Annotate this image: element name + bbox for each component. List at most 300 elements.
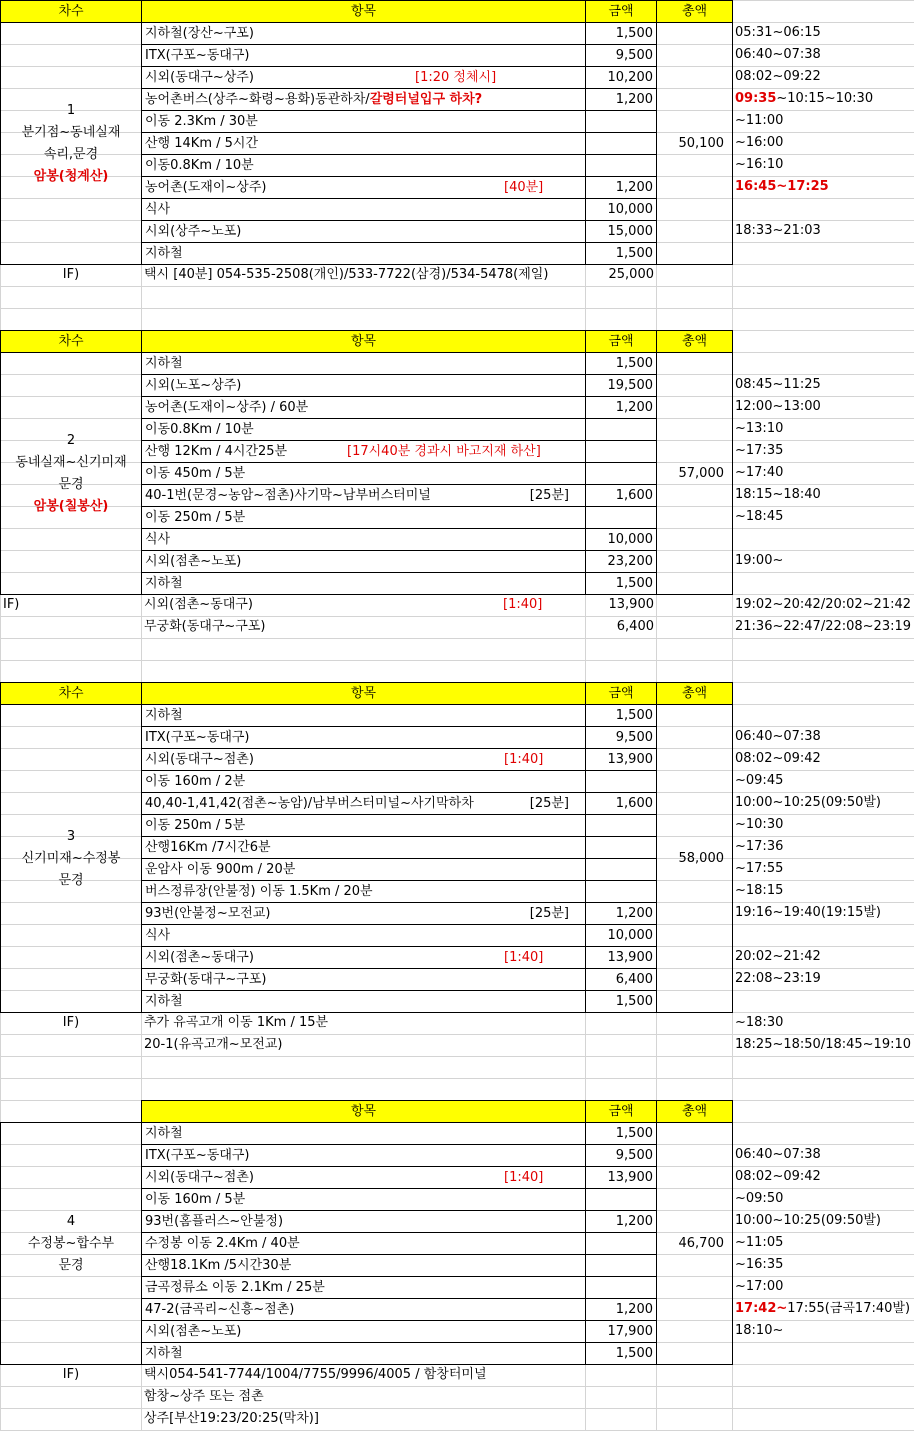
item-text: 이동0.8Km / 10분 xyxy=(145,158,254,173)
item-note: [1:40] xyxy=(504,1170,544,1185)
time-text: ~18:45 xyxy=(735,509,784,524)
if-item-text: 택시054-541-7744/1004/7755/9996/4005 / 함창터미널 xyxy=(144,1367,487,1382)
item-note: [25분] xyxy=(529,488,569,503)
item-text: 식사 xyxy=(145,532,171,547)
amount-value: 6,400 xyxy=(616,619,654,634)
time-cell xyxy=(732,572,914,595)
time-cell xyxy=(732,924,914,947)
if-time-cell xyxy=(732,1034,914,1057)
time-highlight: 17:42~ xyxy=(735,1301,788,1316)
gridline xyxy=(0,308,914,309)
time-cell xyxy=(732,418,914,441)
time-cell xyxy=(732,110,914,133)
time-cell xyxy=(732,836,914,859)
item-text: 시외(동대구~점촌) xyxy=(145,752,254,767)
time-cell xyxy=(732,484,914,507)
amount-cell xyxy=(585,506,657,529)
amount-cell xyxy=(585,1254,657,1277)
amount-value: 10,000 xyxy=(607,928,653,943)
amount-cell xyxy=(585,814,657,837)
item-cell xyxy=(141,528,586,551)
header-item: 항목 xyxy=(141,0,586,23)
amount-cell xyxy=(585,572,657,595)
time-cell xyxy=(732,352,914,375)
amount-value: 9,500 xyxy=(615,48,653,63)
item-text: 산행16Km /7시간6분 xyxy=(145,840,271,855)
time-cell xyxy=(732,792,914,815)
section-label-line: 4 xyxy=(66,1213,76,1229)
if-label-text: IF) xyxy=(3,597,20,612)
time-text: 12:00~13:00 xyxy=(735,399,821,414)
amount-value: 1,500 xyxy=(615,1126,653,1141)
time-cell xyxy=(732,748,914,771)
item-text: 40-1번(문경~농암~점촌)사기막~남부버스터미널 xyxy=(145,488,431,503)
item-cell xyxy=(141,88,586,111)
section-label-line: 문경 xyxy=(58,872,84,888)
time-cell xyxy=(732,1254,914,1277)
gridline xyxy=(0,660,914,661)
amount-cell xyxy=(585,748,657,771)
item-cell xyxy=(141,66,586,89)
item-note: [1:40] xyxy=(503,597,543,612)
amount-value: 1,600 xyxy=(615,796,653,811)
item-cell xyxy=(141,836,586,859)
item-text: ITX(구포~동대구) xyxy=(145,730,250,745)
time-cell xyxy=(732,176,914,199)
item-text: 이동 250m / 5분 xyxy=(145,818,246,833)
item-text: 지하철 xyxy=(145,994,183,1009)
amount-value: 13,900 xyxy=(607,752,653,767)
amount-value: 10,200 xyxy=(607,70,653,85)
time-text: 19:16~19:40(19:15발) xyxy=(735,905,881,920)
item-text: 산행18.1Km /5시간30분 xyxy=(145,1258,292,1273)
amount-value: 19,500 xyxy=(607,378,653,393)
amount-cell xyxy=(585,22,657,45)
time-text: 21:36~22:47/22:08~23:19 xyxy=(735,619,912,634)
item-cell xyxy=(141,44,586,67)
time-cell xyxy=(732,1210,914,1233)
item-cell xyxy=(141,858,586,881)
item-text: 시외(노포~상주) xyxy=(145,378,242,393)
amount-value: 1,500 xyxy=(615,246,653,261)
time-cell xyxy=(732,1188,914,1211)
item-cell xyxy=(141,110,586,133)
amount-cell xyxy=(585,462,657,485)
header-amount: 금액 xyxy=(585,682,657,705)
time-cell xyxy=(732,858,914,881)
item-note: [25분] xyxy=(529,796,569,811)
item-cell xyxy=(141,770,586,793)
amount-cell xyxy=(585,880,657,903)
if-item-cell xyxy=(141,1386,586,1409)
item-cell xyxy=(141,462,586,485)
section-total xyxy=(656,22,733,265)
section-total-value: 46,700 xyxy=(678,1235,724,1251)
item-cell xyxy=(141,1122,586,1145)
amount-cell xyxy=(585,154,657,177)
amount-value: 10,000 xyxy=(607,202,653,217)
time-text: 19:00~ xyxy=(735,553,784,568)
item-note: [1:20 정체시] xyxy=(415,70,497,85)
item-cell xyxy=(141,1276,586,1299)
time-text: 10:00~10:25(09:50발) xyxy=(735,795,881,810)
time-cell xyxy=(732,1320,914,1343)
item-note: [17시40분 경과시 바고지재 하산] xyxy=(347,444,541,459)
header-item: 항목 xyxy=(141,330,586,353)
header-item: 항목 xyxy=(141,682,586,705)
if-label xyxy=(0,1012,142,1035)
item-text: ITX(구포~동대구) xyxy=(145,48,250,63)
section-label-line: 동네실재~신기미재 xyxy=(15,454,127,470)
amount-cell xyxy=(585,374,657,397)
item-cell xyxy=(141,990,586,1013)
item-text: 93번(홈플러스~안불정) xyxy=(145,1214,284,1229)
time-cell xyxy=(732,440,914,463)
item-text: 버스정류장(안불정) 이동 1.5Km / 20분 xyxy=(145,884,373,899)
item-cell xyxy=(141,946,586,969)
amount-value: 23,200 xyxy=(607,554,653,569)
time-text: 08:02~09:42 xyxy=(735,1169,821,1184)
time-cell xyxy=(732,726,914,749)
item-cell xyxy=(141,198,586,221)
if-amount-cell xyxy=(585,616,657,639)
amount-value: 1,200 xyxy=(615,1214,653,1229)
amount-cell xyxy=(585,1122,657,1145)
amount-cell xyxy=(585,198,657,221)
time-cell xyxy=(732,1232,914,1255)
amount-value: 13,900 xyxy=(607,950,653,965)
item-cell xyxy=(141,814,586,837)
item-cell xyxy=(141,506,586,529)
time-cell xyxy=(732,462,914,485)
if-item-cell xyxy=(141,1364,586,1387)
if-item-text: 택시 [40분] 054-535-2508(개인)/533-7722(삼경)/534-5478(제일) xyxy=(144,267,549,282)
time-cell xyxy=(732,880,914,903)
item-text: ITX(구포~동대구) xyxy=(145,1148,250,1163)
if-item-text: 상주[부산19:23/20:25(막차)] xyxy=(144,1411,319,1426)
item-cell xyxy=(141,748,586,771)
time-cell xyxy=(732,396,914,419)
time-text: ~10:30 xyxy=(735,817,784,832)
time-text: ~13:10 xyxy=(735,421,784,436)
time-text: 06:40~07:38 xyxy=(735,47,821,62)
amount-cell xyxy=(585,132,657,155)
amount-cell xyxy=(585,704,657,727)
section-label-line: 수정봉~합수부 xyxy=(27,1235,115,1251)
if-time-cell xyxy=(732,616,914,639)
amount-cell xyxy=(585,902,657,925)
amount-cell xyxy=(585,484,657,507)
time-text: ~09:50 xyxy=(735,1191,784,1206)
time-cell xyxy=(732,22,914,45)
amount-cell xyxy=(585,1342,657,1365)
if-time-cell xyxy=(732,1012,914,1035)
item-cell xyxy=(141,374,586,397)
section-label xyxy=(0,22,142,265)
time-text: ~10:15~10:30 xyxy=(776,91,874,106)
time-text: 18:15~18:40 xyxy=(735,487,821,502)
header-item: 항목 xyxy=(141,1100,586,1123)
item-note: [1:40] xyxy=(504,950,544,965)
item-cell xyxy=(141,1298,586,1321)
if-item-text: 시외(점촌~동대구) xyxy=(144,597,253,612)
time-cell xyxy=(732,946,914,969)
item-cell xyxy=(141,1320,586,1343)
item-cell xyxy=(141,1144,586,1167)
header-amount: 금액 xyxy=(585,0,657,23)
item-text: 농어촌(도재이~상주) / 60분 xyxy=(145,400,309,415)
amount-cell xyxy=(585,66,657,89)
item-cell xyxy=(141,396,586,419)
time-text: ~17:36 xyxy=(735,839,784,854)
amount-cell xyxy=(585,440,657,463)
item-cell xyxy=(141,880,586,903)
amount-cell xyxy=(585,924,657,947)
item-cell xyxy=(141,726,586,749)
time-text: 08:45~11:25 xyxy=(735,377,821,392)
time-cell xyxy=(732,44,914,67)
time-text: 18:33~21:03 xyxy=(735,223,821,238)
header-cha: 차수 xyxy=(0,0,142,23)
amount-cell xyxy=(585,968,657,991)
item-text: 운암사 이동 900m / 20분 xyxy=(145,862,296,877)
amount-cell xyxy=(585,792,657,815)
item-text: 이동 160m / 2분 xyxy=(145,774,246,789)
time-cell xyxy=(732,220,914,243)
item-text: 산행 12Km / 4시간25분 xyxy=(145,444,288,459)
time-cell xyxy=(732,704,914,727)
section-label-line: 문경 xyxy=(58,1257,84,1273)
item-text: 시외(점촌~노포) xyxy=(145,1324,242,1339)
time-text: 19:02~20:42/20:02~21:42 xyxy=(735,597,912,612)
item-text: 수정봉 이동 2.4Km / 40분 xyxy=(145,1236,300,1251)
time-cell xyxy=(732,198,914,221)
item-cell xyxy=(141,220,586,243)
time-text: ~17:00 xyxy=(735,1279,784,1294)
item-text: 무궁화(동대구~구포) xyxy=(145,972,267,987)
time-text: ~17:40 xyxy=(735,465,784,480)
if-item-cell xyxy=(141,1034,586,1057)
item-text: 40,40-1,41,42(점촌~농암)/남부버스터미널~사기막하차 xyxy=(145,796,474,811)
amount-cell xyxy=(585,990,657,1013)
time-text: ~16:35 xyxy=(735,1257,784,1272)
item-cell xyxy=(141,1342,586,1365)
if-label-text: IF) xyxy=(62,1015,80,1030)
if-item-cell xyxy=(141,594,586,617)
item-cell xyxy=(141,968,586,991)
amount-value: 1,500 xyxy=(615,26,653,41)
item-text: 47-2(금곡리~신흥~점촌) xyxy=(145,1302,295,1317)
amount-cell xyxy=(585,110,657,133)
time-cell xyxy=(732,990,914,1013)
time-text: ~16:00 xyxy=(735,135,784,150)
item-text: 이동 450m / 5분 xyxy=(145,466,246,481)
item-text: 지하철(장산~구포) xyxy=(145,26,254,41)
item-cell xyxy=(141,792,586,815)
amount-cell xyxy=(585,1166,657,1189)
item-cell xyxy=(141,1210,586,1233)
if-item-text: 추가 유곡고개 이동 1Km / 15분 xyxy=(144,1015,329,1030)
amount-cell xyxy=(585,1210,657,1233)
time-text: 17:55(금곡17:40발) xyxy=(787,1301,911,1316)
if-amount-cell xyxy=(585,264,657,287)
if-item-cell xyxy=(141,616,586,639)
time-text: ~17:35 xyxy=(735,443,784,458)
section-total xyxy=(656,704,733,1013)
time-cell xyxy=(732,132,914,155)
if-label xyxy=(0,594,142,617)
header-amount: 금액 xyxy=(585,330,657,353)
header-cha: 차수 xyxy=(0,330,142,353)
item-text: 지하철 xyxy=(145,356,183,371)
item-cell xyxy=(141,924,586,947)
section-label-line: 신기미재~수정봉 xyxy=(21,850,121,866)
amount-cell xyxy=(585,1320,657,1343)
amount-value: 1,500 xyxy=(615,576,653,591)
section-label-line: 1 xyxy=(66,102,76,118)
item-text: 시외(동대구~상주) xyxy=(145,70,254,85)
amount-cell xyxy=(585,528,657,551)
item-text: 시외(점촌~노포) xyxy=(145,554,242,569)
time-text: 10:00~10:25(09:50발) xyxy=(735,1213,881,1228)
item-text: 시외(점촌~동대구) xyxy=(145,950,254,965)
item-text: 지하철 xyxy=(145,1346,183,1361)
amount-value: 10,000 xyxy=(607,532,653,547)
amount-cell xyxy=(585,550,657,573)
header-amount: 금액 xyxy=(585,1100,657,1123)
time-highlight: 09:35 xyxy=(735,91,777,106)
amount-cell xyxy=(585,1188,657,1211)
item-text: 이동 160m / 5분 xyxy=(145,1192,246,1207)
amount-value: 1,500 xyxy=(615,708,653,723)
if-item-cell xyxy=(141,1408,586,1431)
if-item-text: 함창~상주 또는 점촌 xyxy=(144,1389,264,1404)
amount-cell xyxy=(585,418,657,441)
item-cell xyxy=(141,440,586,463)
item-text: 지하철 xyxy=(145,1126,183,1141)
if-item-text: 20-1(유곡고개~모전교) xyxy=(144,1037,283,1052)
item-cell xyxy=(141,1188,586,1211)
amount-value: 1,200 xyxy=(615,92,653,107)
amount-cell xyxy=(585,1276,657,1299)
time-text: 08:02~09:42 xyxy=(735,751,821,766)
amount-cell xyxy=(585,88,657,111)
time-text: ~18:15 xyxy=(735,883,784,898)
section-total-value: 50,100 xyxy=(678,135,724,151)
item-cell xyxy=(141,484,586,507)
section-label xyxy=(0,352,142,595)
item-text: 농어촌버스(상주~화령~용화)동관하차/ xyxy=(145,92,370,107)
if-time-cell xyxy=(732,594,914,617)
amount-value: 25,000 xyxy=(608,267,654,282)
section-label xyxy=(0,1122,142,1365)
if-item-cell xyxy=(141,1012,586,1035)
time-cell xyxy=(732,1276,914,1299)
section-label-line: 3 xyxy=(66,828,76,844)
time-cell xyxy=(732,770,914,793)
header-cha: 차수 xyxy=(0,682,142,705)
time-text: 20:02~21:42 xyxy=(735,949,821,964)
section-label-line: 분기점~동네실재 xyxy=(21,124,121,140)
section-label-peak: 암봉(청계산) xyxy=(33,168,109,184)
amount-value: 9,500 xyxy=(615,730,653,745)
item-text: 식사 xyxy=(145,202,171,217)
item-cell xyxy=(141,176,586,199)
header-total: 총액 xyxy=(656,0,733,23)
section-label-line: 2 xyxy=(66,432,76,448)
section-label-line: 문경 xyxy=(58,476,84,492)
time-cell xyxy=(732,1166,914,1189)
item-text: 시외(상주~노포) xyxy=(145,224,242,239)
amount-value: 13,900 xyxy=(607,1170,653,1185)
time-cell xyxy=(732,902,914,925)
time-cell xyxy=(732,374,914,397)
amount-value: 1,500 xyxy=(615,1346,653,1361)
amount-value: 1,500 xyxy=(615,356,653,371)
amount-cell xyxy=(585,946,657,969)
section-label-line: 속리,문경 xyxy=(43,146,99,162)
time-text: ~18:30 xyxy=(735,1015,784,1030)
time-text: 18:25~18:50/18:45~19:10 xyxy=(735,1037,912,1052)
amount-value: 17,900 xyxy=(607,1324,653,1339)
time-text: ~09:45 xyxy=(735,773,784,788)
amount-value: 1,200 xyxy=(615,180,653,195)
if-item-cell xyxy=(141,264,586,287)
time-cell xyxy=(732,88,914,111)
time-cell xyxy=(732,528,914,551)
item-cell xyxy=(141,1232,586,1255)
amount-cell xyxy=(585,770,657,793)
item-text: 금곡정류소 이동 2.1Km / 25분 xyxy=(145,1280,325,1295)
item-text: 지하철 xyxy=(145,576,183,591)
section-total-value: 57,000 xyxy=(678,465,724,481)
amount-value: 1,600 xyxy=(615,488,653,503)
amount-cell xyxy=(585,220,657,243)
amount-cell xyxy=(585,352,657,375)
amount-value: 6,400 xyxy=(615,972,653,987)
header-total: 총액 xyxy=(656,330,733,353)
section-total xyxy=(656,352,733,595)
amount-value: 9,500 xyxy=(615,1148,653,1163)
time-highlight: 16:45~17:25 xyxy=(735,179,829,194)
time-text: 18:10~ xyxy=(735,1323,784,1338)
time-text: ~11:00 xyxy=(735,113,784,128)
amount-cell xyxy=(585,858,657,881)
amount-value: 1,200 xyxy=(615,906,653,921)
header-total: 총액 xyxy=(656,682,733,705)
item-cell xyxy=(141,352,586,375)
item-text: 산행 14Km / 5시간 xyxy=(145,136,259,151)
time-text: ~16:10 xyxy=(735,157,784,172)
item-text: 93번(안불정~모전교) xyxy=(145,906,271,921)
amount-cell xyxy=(585,836,657,859)
item-cell xyxy=(141,154,586,177)
amount-value: 1,200 xyxy=(615,1302,653,1317)
time-cell xyxy=(732,1144,914,1167)
time-text: ~11:05 xyxy=(735,1235,784,1250)
time-cell xyxy=(732,814,914,837)
time-cell xyxy=(732,66,914,89)
if-label xyxy=(0,264,142,287)
time-text: ~17:55 xyxy=(735,861,784,876)
amount-cell xyxy=(585,242,657,265)
if-amount-cell xyxy=(585,594,657,617)
item-cell xyxy=(141,22,586,45)
amount-cell xyxy=(585,1144,657,1167)
amount-value: 13,900 xyxy=(608,597,654,612)
item-text: 지하철 xyxy=(145,246,183,261)
amount-cell xyxy=(585,176,657,199)
